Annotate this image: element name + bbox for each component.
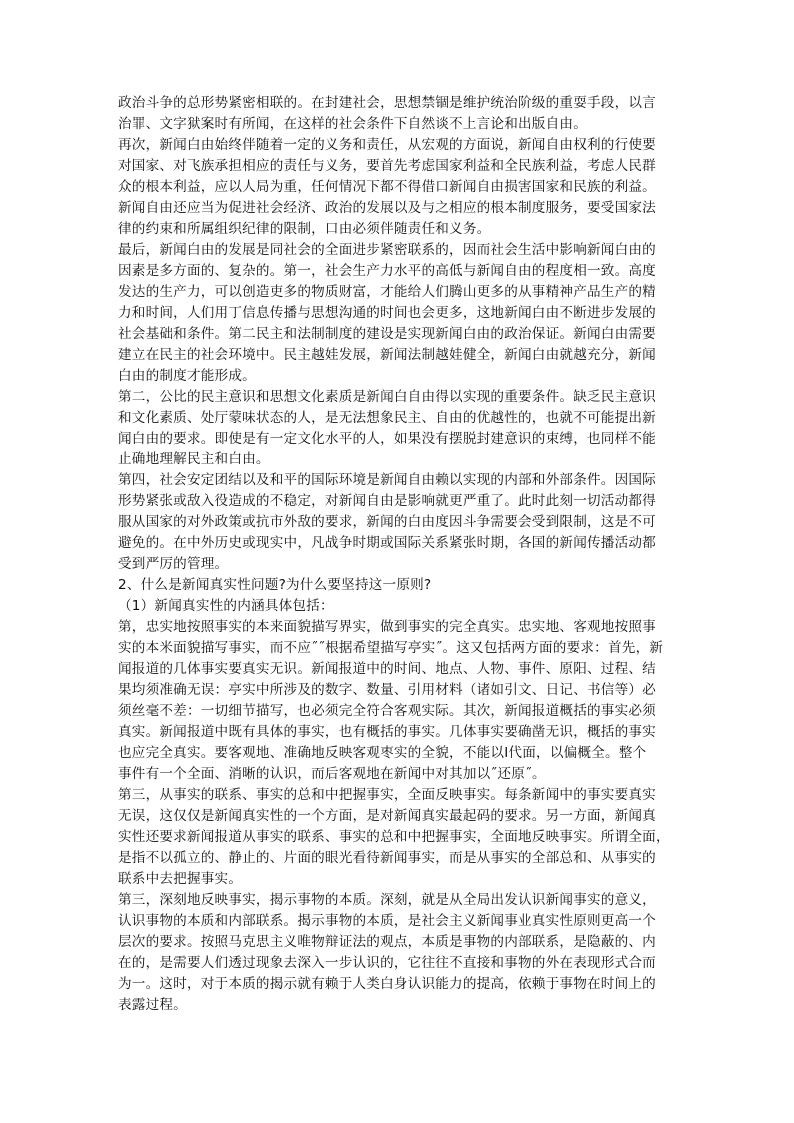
text-line: 闻报道的几体事实要真实无识。新闻报道中的时间、地点、人物、事件、原阳、过程、结 [118,661,656,678]
text-line: 第三，从事实的联系、事实的总和中把握事实，全面反映事实。每条新闻中的事实要真实 [118,786,656,803]
text-line: 对国家、对飞族承担相应的责任与义务，要首先考虑国家利益和全民族利益，考虑人民群 [118,157,656,174]
text-line: 力和时间，人们用丁信息传播与思想沟通的时间也会更多，这地新闻白由不断进步发展的 [118,304,656,321]
text-line: 避免的。在中外历史或现实中，凡战争时期或国际关系紧张时期，各国的新闻传播活动都 [118,535,656,552]
text-line: 建立在民主的社会环境中。民主越娃发展，新闻法制越娃健全，新闻白由就越充分，新闻 [118,346,656,363]
text-line: 真实。新闻报道中既有具体的事实，也有概括的事实。几体事实要确凿无识，概括的事实 [118,724,656,741]
text-line: 在的，是需要人们透过现象去深入一步认识的，它往往不直接和事物的外在表现形式合而 [118,954,656,971]
text-line: 发达的生产力，可以创造吏多的物质财富，才能给人们腾山更多的从事精神产品生产的精 [118,283,656,300]
paragraph [118,890,688,1016]
text-line: 须丝毫不差：一切细节描写，也必须完全符合客观实际。其次，新闻报道概括的事实必须 [118,703,656,720]
text-line: （1）新闻真实性的内涵具体包括： [118,598,334,615]
text-line: 律的约束和所属组织纪律的限制，口由必须伴随责任和义务。 [118,220,491,237]
text-line: 受到严厉的管理。 [118,556,229,573]
text-line: 事件有一个全面、消晰的认识，而后客观地在新闻中对其加以˝还原˝。 [118,766,546,782]
text-line: 果均须准确无误：亭实中所涉及的数字、数量、引用材料（诸如引文、日记、书信等）必 [118,682,656,699]
text-line: 服从国家的对外政策或抗市外敌的要求，新闻的白由度因斗争需要会受到限制，这是不可 [118,514,656,531]
text-line: 第二，公比的民主意识和思想文化素质是新闻白自由得以实现的重要条件。缺乏民主意识 [118,388,656,405]
text-line: 也应完全真实。要客观地、准确地反映客观枣实的全貌，不能以I代面，以偏概全。整个 [118,745,647,762]
text-line: 形势紧张或敌入役造成的不稳定，对新闻自由是影响就更严重了。此时此刻一切活动都得 [118,493,656,510]
text-line: 众的根本利益，应以人局为重，任何情况下都不得借口新闻自由损害国家和民族的利益。 [118,178,656,195]
text-line: 因素是多方面的、复杂的。第一，社会生产力水平的高低与新闻自由的程度相一致。高度 [118,262,656,279]
text-line: 治罪、文字狱案时有所闻，在这样的社会条件下自然谈不上言论和出版自由。 [118,115,587,132]
text-line: 社会基础和条件。第二民主和法制制度的建设是实现新闻白由的政治保证。新闻白由需要 [118,325,656,342]
text-line: 止确地理解民主和白由。 [118,451,270,468]
text-line: 最后，新闻白由的发展是同社会的全面进步紧密联系的，因而社会生活中影响新闻白由的 [118,241,656,258]
text-line: 政治斗争的总形势紧密相联的。在封建社会，思想禁锢是维护统治阶级的重耍手段，以言 [118,95,656,111]
text-line: 再次，新闻白由始终伴随着一定的义务和责任，从宏观的方面说，新闻自由权利的行使要 [118,136,656,153]
text-line: 层次的要求。按照马克思主义唯物辩证法的观点，本质是事物的内部联系，是隐蔽的、内 [118,933,656,950]
paragraph [118,785,688,890]
text-line: 和文化素质、处厅蒙味状态的人，是无法想象民主、自由的优越性的，也就不可能提出新 [118,409,656,426]
document-body [118,93,688,1016]
subsection-heading [118,596,688,617]
paragraph [118,387,688,471]
text-line: 是指不以孤立的、静止的、片面的眼光看待新闻事实，而是从事实的全部总和、从事实的 [118,849,656,866]
paragraph [118,135,688,240]
text-line: 闻白由的要求。即使是有一定文化水平的人，如果没有摆脱封建意识的束缚，也同样不能 [118,430,656,447]
text-line: 第四，社会安定团结以及和平的国际环境是新闻自由赖以实现的内部和外部条件。因国际 [118,472,656,489]
text-line: 表露过程。 [118,996,187,1013]
section-heading [118,575,688,596]
text-line: 联系中去把握事实。 [118,870,243,887]
text-line: 实性还要求新闻报道从事实的联系、事实的总和中把握事实，全面地反映事实。所谓全面， [118,828,670,845]
text-line: 认识事物的本质和内部联系。揭示事物的本质，是社会主义新闻事业真实性原则更高一个 [118,912,656,929]
text-line: 新闻自由还应当为促进社会经济、政治的发展以及与之相应的根本制度服务，要受国家法 [118,199,656,216]
text-line: 为一。这时，对于本质的揭示就有赖于人类白身认识能力的提高，依赖于事物在时间上的 [118,975,656,992]
paragraph [118,240,688,387]
paragraph [118,617,688,785]
text-line: 第三，深刻地反映事实，揭示事物的本质。深刻，就是从全局出发认识新闻事实的意义， [118,891,656,908]
text-line: 无误，这仅仅是新闻真实性的一个方面，是对新闻真实最起码的要求。另一方面，新闻真 [118,807,656,824]
text-line: 白由的制度才能形成。 [118,367,256,384]
paragraph [118,470,688,575]
paragraph [118,93,688,135]
text-line: 实的本米面貌描写事实，而不应˝˝根据希望描写亭实˝。这又包括两方面的要求：首先，新 [118,640,664,657]
text-line: 第，忠实地按照事实的本来面貌描写界实，做到事实的完全真实。忠实地、客观地按照事 [118,619,656,636]
text-line: 2、什么是新闻真实性问题?为什么要坚持这一原则? [118,577,432,594]
